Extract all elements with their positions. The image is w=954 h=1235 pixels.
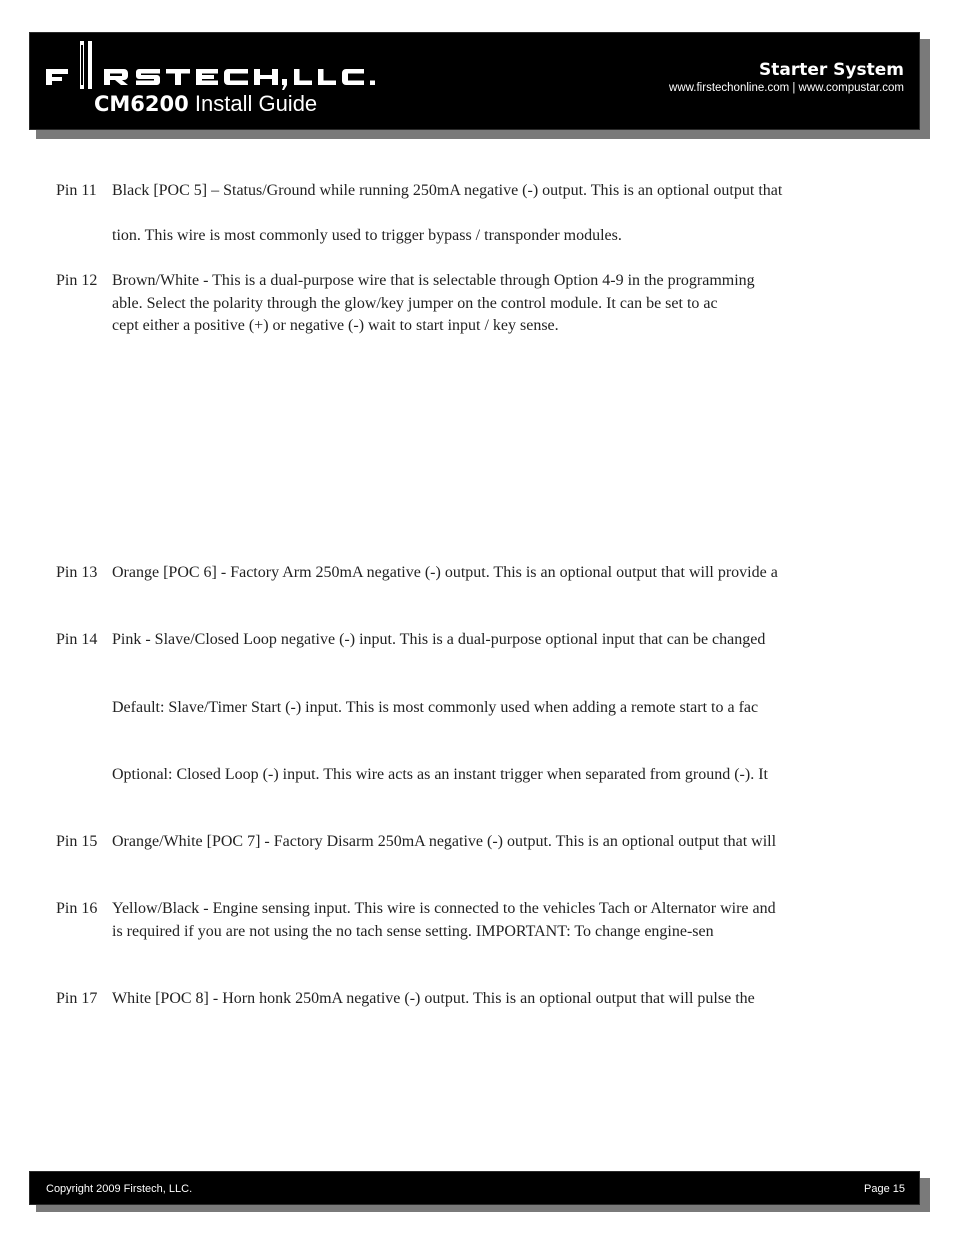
pin-label: Pin 16 [56,900,98,917]
pin-text-line: cept either a positive (+) or negative (-) wait to start input / key sense. [112,317,559,334]
pin-text-line: Optional: Closed Loop (-) input. This wire acts as an instant trigger when separated from ground (-). It [112,766,768,783]
pin-text-line [112,742,912,765]
footer-banner [29,1171,920,1205]
pin-label: Pin 13 [56,564,98,581]
pin-label: Pin 15 [56,833,98,850]
pin-description [112,988,912,1011]
section-title: Starter System [759,60,904,80]
pin-text-line: tion. This wire is most commonly used to trigger bypass / transponder modules. [112,227,622,244]
pin-description [112,562,912,585]
pin-text-line: Pink - Slave/Closed Loop negative (-) input. This is a dual-purpose optional input that can be changed [112,631,766,648]
pin-text-line [112,674,912,697]
pin-label: Pin 17 [56,990,98,1007]
product-model: CM6200 [94,92,189,116]
pin-text-line: Orange [POC 6] - Factory Arm 250mA negative (-) output. This is an optional output that will provide a [112,564,778,581]
pin-label: Pin 14 [56,631,98,648]
pin-text-line [112,652,912,675]
pin-text-line: Brown/White - This is a dual-purpose wire that is selectable through Option 4-9 in the programming [112,272,755,289]
pin-text-line: Orange/White [POC 7] - Factory Disarm 250mA negative (-) output. This is an optional output that will [112,833,777,850]
firstech-logo [44,39,384,91]
pin-text-line: Black [POC 5] – Status/Ground while running 250mA negative (-) output. This is an optional output that [112,182,783,199]
product-guide-label: Install Guide [188,91,318,116]
pin-description [112,180,912,248]
pin-description [112,270,912,338]
pin-label: Pin 11 [56,182,97,199]
website-urls: www.firstechonline.com | www.compustar.com [669,82,904,94]
pin-text-line: Yellow/Black - Engine sensing input. This wire is connected to the vehicles Tach or Alternator wire and [112,900,776,917]
pin-description [112,831,912,854]
pin-text-line: able. Select the polarity through the glow/key jumper on the control module. It can be set to ac [112,294,718,312]
pin-description [112,898,912,943]
header-banner [29,32,920,130]
page-number: Page 15 [864,1183,905,1195]
pin-text-line: is required if you are not using the no tach sense setting. IMPORTANT: To change engine-sen [112,922,714,940]
pin-description [112,629,912,787]
product-title [94,91,317,117]
pin-label: Pin 12 [56,272,98,289]
copyright-text: Copyright 2009 Firstech, LLC. [46,1183,193,1195]
pin-text-line: Default: Slave/Timer Start (-) input. This is most commonly used when adding a remote start to a fac [112,698,759,716]
pin-text-line [112,719,912,742]
pin-text-line: White [POC 8] - Horn honk 250mA negative (-) output. This is an optional output that will pulse the [112,990,755,1007]
pin-text-line [112,203,912,226]
